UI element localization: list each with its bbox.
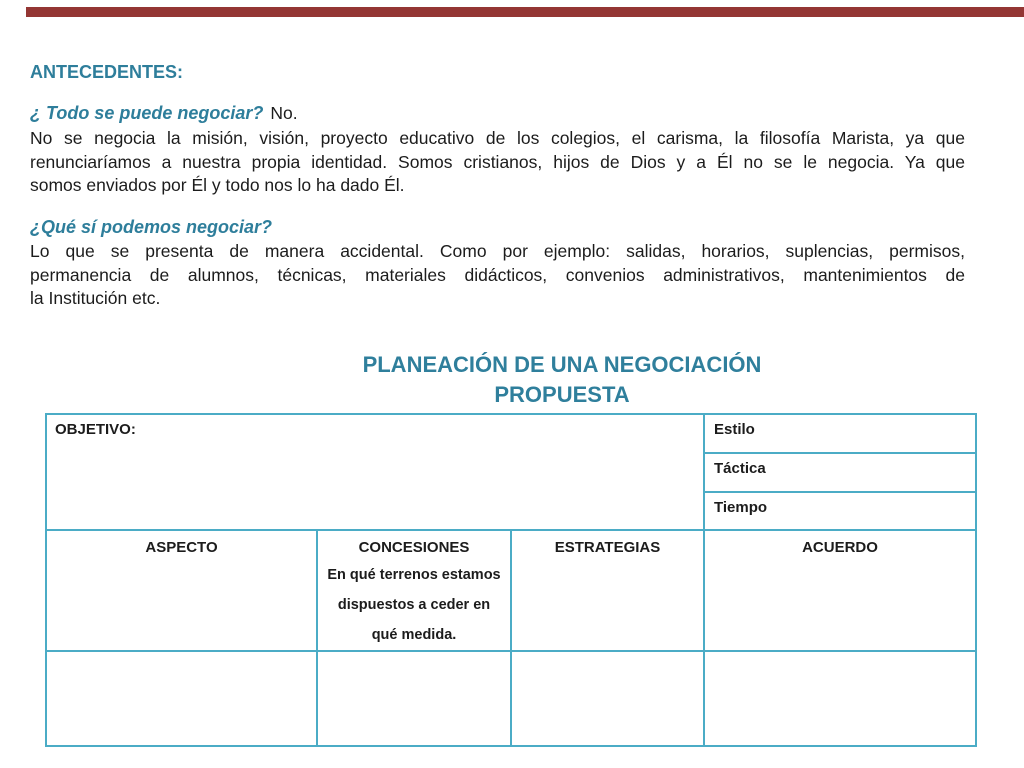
empty-cell-estrategias — [512, 652, 705, 745]
empty-cell-concesiones — [318, 652, 512, 745]
empty-cell-aspecto — [47, 652, 318, 745]
column-header-acuerdo: ACUERDO — [705, 531, 975, 652]
cell-objetivo: OBJETIVO: — [47, 415, 705, 531]
planning-table — [45, 413, 977, 747]
cell-tactica: Táctica — [705, 454, 975, 493]
section-heading: ANTECEDENTES: — [30, 62, 184, 82]
concesiones-subtext-line-1: En qué terrenos estamos — [327, 567, 501, 583]
cell-estilo: Estilo — [705, 415, 975, 454]
paragraph-1-line-1: No se negocia la misión, visión, proyecto educativo de los colegios, el carisma, la filosofía Marista, ya que — [30, 128, 965, 148]
question-1-answer: No. — [270, 103, 298, 123]
top-accent-bar — [26, 7, 1024, 17]
paragraph-2 — [30, 240, 965, 311]
column-header-aspecto: ASPECTO — [47, 531, 318, 652]
paragraph-1 — [30, 127, 965, 198]
paragraph-1-line-2: renunciaríamos a nuestra propia identidad. Somos cristianos, hijos de Dios y a Él no se le negocia. Ya que — [30, 151, 965, 172]
question-1-line — [30, 101, 965, 125]
empty-cell-acuerdo — [705, 652, 975, 745]
column-header-estrategias: ESTRATEGIAS — [512, 531, 705, 652]
paragraph-1-line-3: somos enviados por Él y todo nos lo ha dado Él. — [30, 175, 405, 195]
concesiones-subtext-line-3: qué medida. — [371, 627, 457, 643]
column-header-concesiones — [318, 531, 512, 652]
slide-title — [96, 350, 1024, 410]
question-2-text: ¿Qué sí podemos negociar? — [30, 217, 273, 237]
paragraph-2-line-1: Lo que se presenta de manera accidental. Como por ejemplo: salidas, horarios, suplencias, permisos, — [30, 241, 965, 261]
concesiones-subtext-line-2: dispuestos a ceder en — [337, 597, 491, 613]
slide-title-line-1: PLANEACIÓN DE UNA NEGOCIACIÓN — [362, 352, 762, 377]
paragraph-2-line-2: permanencia de alumnos, técnicas, materiales didácticos, convenios administrativos, mantenimientos de — [30, 264, 965, 285]
cell-tiempo: Tiempo — [705, 493, 975, 531]
slide-title-line-2: PROPUESTA — [494, 382, 630, 407]
paragraph-2-line-3: la Institución etc. — [30, 288, 161, 308]
question-1-text: ¿ Todo se puede negociar? — [30, 103, 264, 123]
question-2-line — [30, 215, 965, 239]
concesiones-label: CONCESIONES — [358, 539, 470, 556]
